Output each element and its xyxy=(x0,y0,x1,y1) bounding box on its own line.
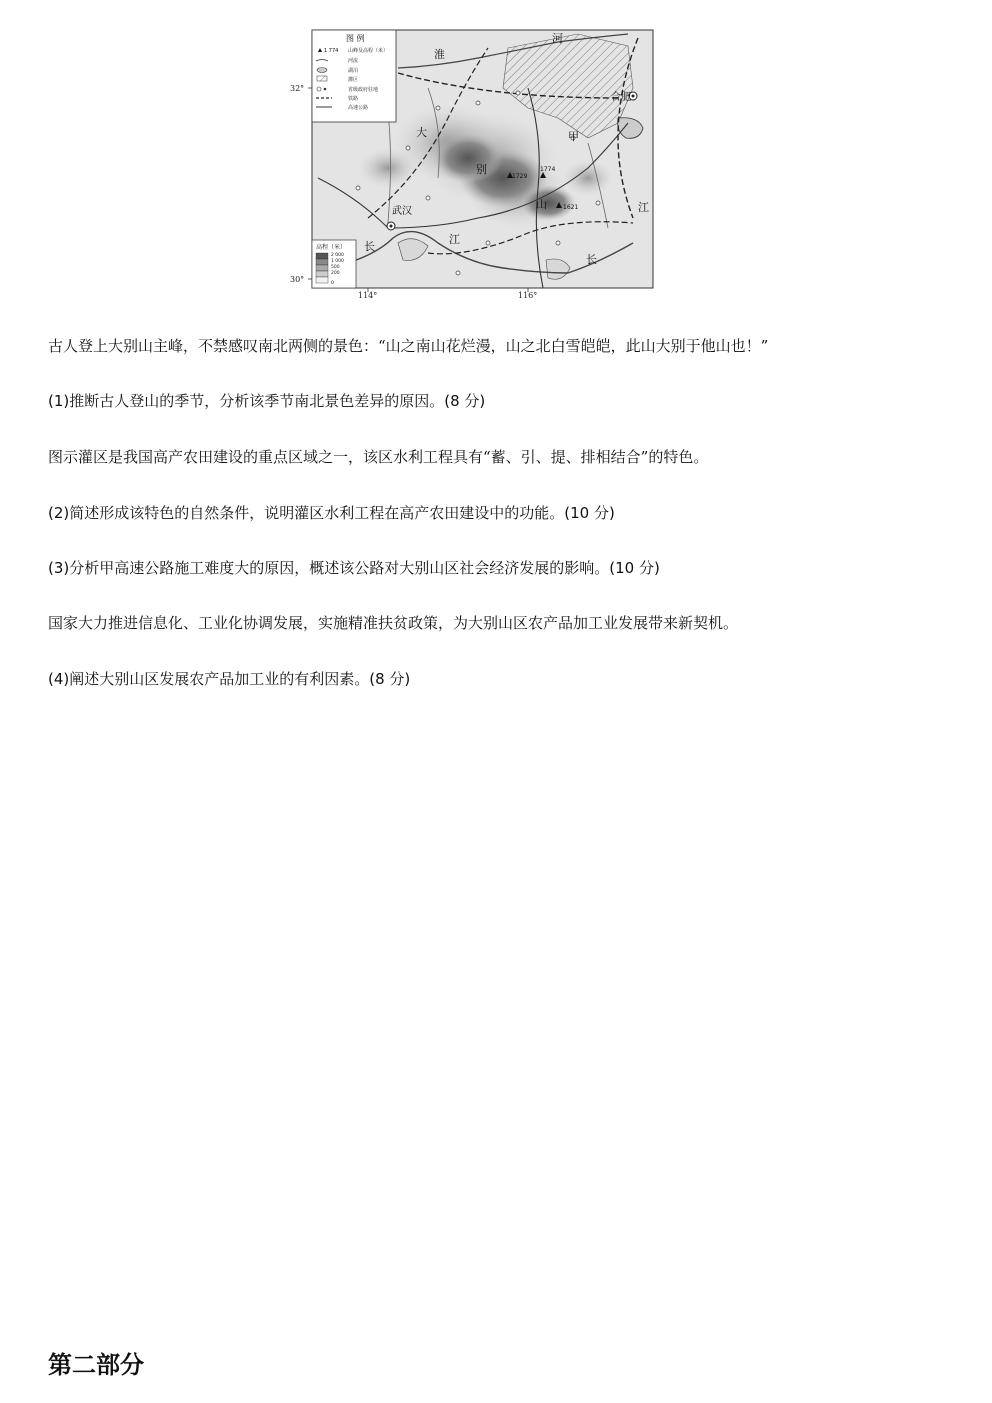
label-da: 大 xyxy=(416,126,427,139)
legend-item: 高速公路 xyxy=(348,105,369,111)
label-jiang-right: 江 xyxy=(638,201,649,214)
legend-title: 图 例 xyxy=(346,34,365,43)
elevation-level: 500 xyxy=(331,265,340,270)
elevation-level: 200 xyxy=(331,271,340,276)
legend-peak-sample: 1 774 xyxy=(324,48,339,54)
label-shan: 山 xyxy=(536,198,547,211)
label-huai: 淮 xyxy=(434,48,445,61)
label-he: 河 xyxy=(552,32,563,45)
elevation-legend xyxy=(312,240,356,288)
irrigation-paragraph: 图示灌区是我国高产农田建设的重点区域之一，该区水利工程具有“蓄、引、提、排相结合”的特色。 xyxy=(48,448,709,466)
legend-item: 山峰及高程（米） xyxy=(348,48,389,54)
map-legend xyxy=(312,30,396,122)
label-chang-right: 长 xyxy=(586,253,597,266)
label-bie: 别 xyxy=(476,163,487,176)
elevation-level: 2 000 xyxy=(331,253,344,258)
lon-label-114: 114° xyxy=(358,291,378,300)
elevation-level: 1 000 xyxy=(331,259,344,264)
peak-elevation: 1774 xyxy=(540,166,556,173)
label-hefei: 合肥 xyxy=(611,92,631,103)
elevation-legend-title: 高程（米） xyxy=(316,244,347,251)
legend-item: 湖泊 xyxy=(348,68,359,74)
peak-elevation: 1621 xyxy=(563,204,579,211)
policy-paragraph: 国家大力推进信息化、工业化协调发展，实施精准扶贫政策，为大别山区农产品加工业发展带来新契机。 xyxy=(48,614,739,632)
elevation-level: 0 xyxy=(331,281,334,286)
label-chang-left: 长 xyxy=(364,240,375,253)
question-4: (4)阐述大别山区发展农产品加工业的有利因素。(8 分) xyxy=(48,670,411,688)
question-2: (2)简述形成该特色的自然条件，说明灌区水利工程在高产农田建设中的功能。(10 分) xyxy=(48,504,615,522)
label-jiang-center: 江 xyxy=(449,233,460,246)
question-1: (1)推断古人登山的季节，分析该季节南北景色差异的原因。(8 分) xyxy=(48,392,486,410)
legend-item: 灌区 xyxy=(348,77,359,83)
lat-label-32: 32° xyxy=(290,84,305,93)
intro-paragraph: 古人登上大别山主峰，不禁感叹南北两侧的景色：“山之南山花烂漫，山之北白雪皑皑，此山大别于他山也！” xyxy=(48,337,769,355)
peak-elevation: 1729 xyxy=(512,173,528,180)
lat-label-30: 30° xyxy=(290,275,305,284)
label-wuhan: 武汉 xyxy=(392,206,412,217)
lon-label-116: 116° xyxy=(518,291,538,300)
legend-item: 铁路 xyxy=(348,96,359,102)
label-jia: 甲 xyxy=(568,130,579,143)
legend-item: 省级政府驻地 xyxy=(348,87,379,93)
question-3: (3)分析甲高速公路施工难度大的原因，概述该公路对大别山区社会经济发展的影响。(10 分) xyxy=(48,559,660,577)
dabie-mountain-map xyxy=(288,28,656,303)
provincial-capital-wuhan xyxy=(387,222,395,230)
legend-item: 河流 xyxy=(348,58,359,64)
section-title: 第二部分 xyxy=(48,1351,144,1379)
